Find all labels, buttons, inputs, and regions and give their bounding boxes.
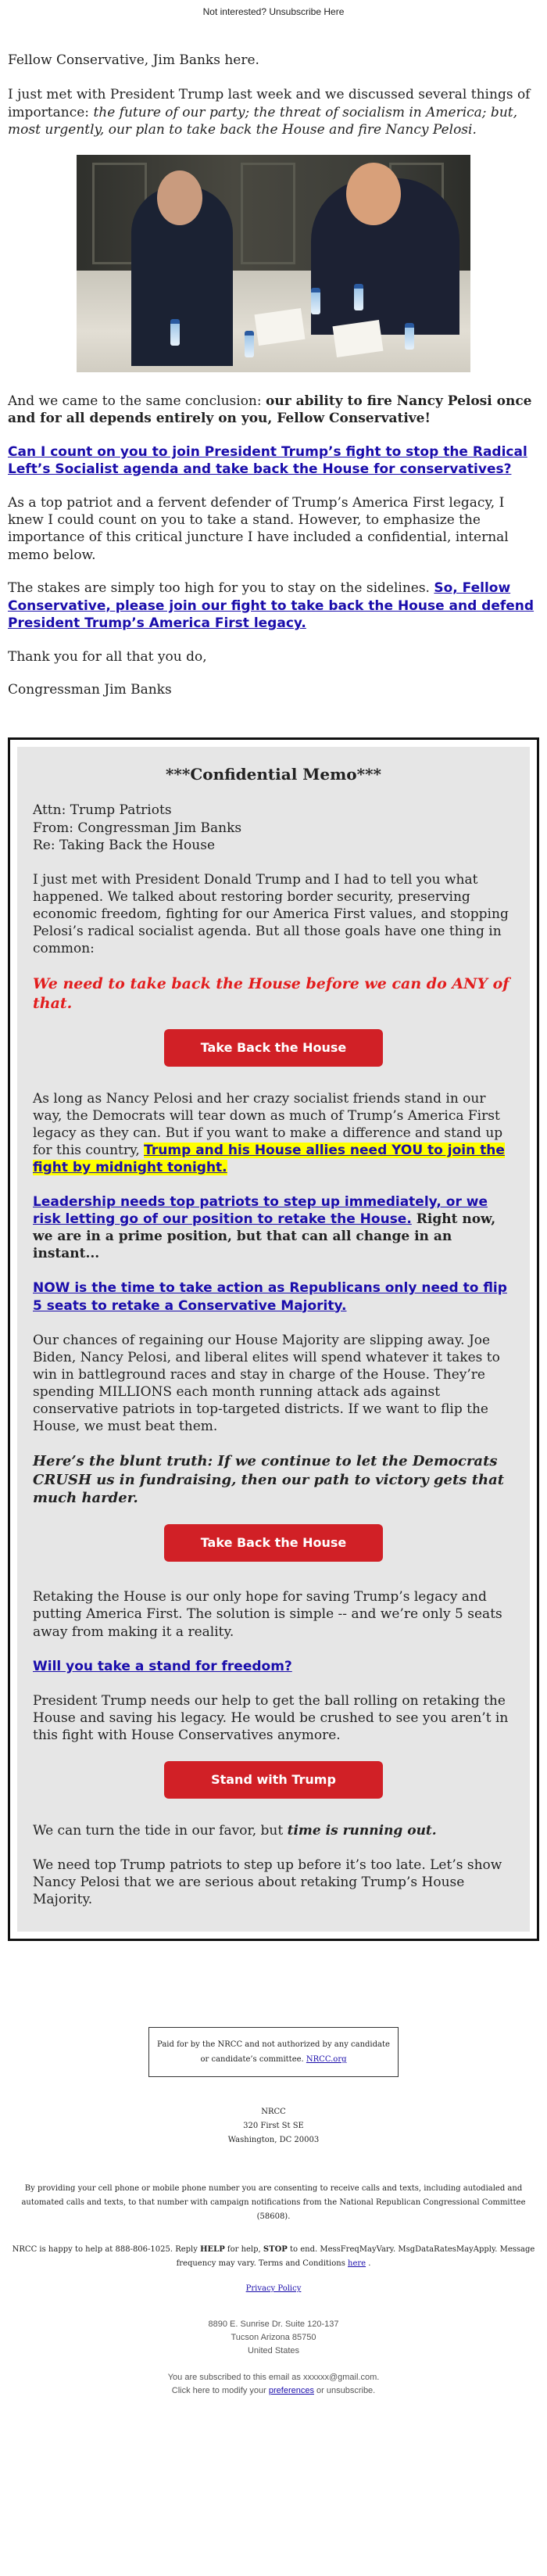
memo-from: From: Congressman Jim Banks — [33, 820, 242, 836]
unsubscribe-text: or unsubscribe. — [313, 2385, 376, 2395]
memo-paragraph-11: We need top Trump patriots to step up before it’s too late. Let’s show Nancy Pelosi that we are serious about retaking Trump’s House Majority. — [33, 1857, 502, 1908]
thanks-line: Thank you for all that you do, — [8, 648, 207, 665]
modify-text: Click here to modify your — [171, 2385, 269, 2395]
address-line-1: 8890 E. Sunrise Dr. Suite 120-137 — [208, 2319, 339, 2330]
conclusion-paragraph — [8, 393, 539, 428]
mailing-address — [0, 2318, 547, 2358]
memo-paragraph-2 — [33, 1090, 514, 1176]
join-fight-link[interactable]: Can I count on you to join President Trump’s fight to stop the Radical Left’s Socialist agenda and take back the House for conservatives? — [8, 443, 527, 478]
memo-paragraph-7: Retaking the House is our only hope for saving Trump’s legacy and putting America First. The solution is simple -- and we’re only 5 seats away from making it a reality. — [33, 1589, 502, 1640]
memo-paragraph-10 — [33, 1822, 514, 1839]
step-up-link[interactable]: Leadership needs top patriots to step up immediately, or we risk letting go of our position to retake the House. — [33, 1194, 488, 1228]
address-line-2: Tucson Arizona 85750 — [231, 2333, 316, 2343]
take-back-house-button-1[interactable]: Take Back the House — [164, 1029, 383, 1067]
memo-paragraph-3 — [33, 1193, 514, 1262]
defend-legacy-link[interactable]: So, Fellow Conservative, please join our fight to take back the House and defend President Trump’s America First legacy. — [8, 580, 534, 632]
help-text-2: for help, — [224, 2245, 263, 2255]
stand-with-trump-button[interactable]: Stand with Trump — [164, 1761, 383, 1799]
address-line-3: United States — [247, 2346, 300, 2356]
blunt-truth-text: Here’s the blunt truth: If we continue to let the Democrats CRUSH us in fundraising, then our path to victory gets that much harder. — [33, 1453, 505, 1506]
memo-attn: Attn: Trump Patriots — [33, 802, 172, 819]
signature: Congressman Jim Banks — [8, 682, 172, 698]
help-text-4: . — [366, 2259, 371, 2269]
intro-paragraph — [8, 86, 539, 138]
letter-body — [0, 52, 547, 698]
memo-title: ***Confidential Memo*** — [165, 765, 382, 784]
memo-re: Re: Taking Back the House — [33, 837, 216, 853]
meeting-photo — [77, 155, 470, 372]
footer-org: NRCC — [261, 2108, 286, 2117]
memo-paragraph-5: Our chances of regaining our House Majority are slipping away. Joe Biden, Nancy Pelosi, and liberal elites will spend whatever it takes to win in battleground races and stay in charge of the House. They’re spending MILLIONS each month running attack ads against conservative patriots in top-targeted districts. If we want to flip the House, we must beat them. — [33, 1332, 500, 1435]
footer — [0, 2105, 547, 2397]
privacy-policy-link[interactable]: Privacy Policy — [245, 2284, 302, 2294]
tide-text: We can turn the tide in our favor, but — [33, 1822, 288, 1839]
help-keyword: HELP — [200, 2245, 225, 2255]
confidential-memo — [8, 737, 539, 1941]
paid-for-disclaimer — [148, 2027, 399, 2077]
intro-italic-text: the future of our party; the threat of socialism in America; but, most urgently, our plan to take back the House and fire Nancy Pelosi. — [8, 104, 518, 138]
memo-paragraph-2-text: As long as Nancy Pelosi and her crazy socialist friends stand in our way, the Democrats will tear down as much of Trump’s America First legacy as they can. But if you want to make a difference and stand up for this country, — [33, 1090, 503, 1158]
footer-city: Washington, DC 20003 — [227, 2136, 320, 2145]
memo-paragraph-9: President Trump needs our help to get the ball rolling on retaking the House and saving his legacy. He would be crushed to see you aren’t in this fight with House Conservatives anymore. — [33, 1692, 509, 1743]
preferences-link[interactable]: preferences — [268, 2385, 314, 2395]
sms-consent-text: By providing your cell phone or mobile phone number you are consenting to receive calls and texts, including autodialed and automated calls and texts, to that number with campaign notifications from the National Republican Congressional Committee (58608). — [21, 2184, 526, 2222]
join-by-midnight-link[interactable]: Trump and his House allies need YOU to join the fight by midnight tonight. — [33, 1142, 505, 1175]
nrcc-link[interactable]: NRCC.org — [306, 2055, 347, 2065]
time-running-out-text: time is running out. — [287, 1822, 437, 1839]
help-text-1: NRCC is happy to help at 888-806-1025. Reply — [12, 2245, 201, 2255]
memo-paragraph-1: I just met with President Donald Trump and I had to tell you what happened. We talked about restoring border security, preserving economic freedom, fighting for our America First values, and stopping Pelosi’s radical socialist agenda. But all those goals have one thing in common: — [33, 871, 509, 957]
conclusion-bold-text: our ability to fire Nancy Pelosi once and for all depends entirely on you, Fellow Conservative! — [8, 393, 532, 427]
stakes-paragraph — [8, 579, 539, 632]
subscription-info — [0, 2371, 547, 2398]
sms-help-text — [0, 2243, 547, 2271]
unsubscribe-bar — [0, 0, 547, 22]
flip-seats-link[interactable]: NOW is the time to take action as Republicans only need to flip 5 seats to retake a Conservative Majority. — [33, 1280, 507, 1314]
footer-street: 320 First St SE — [243, 2122, 304, 2131]
memo-red-emphasis: We need to take back the House before we can do ANY of that. — [33, 975, 509, 1012]
prime-position-text: Right now, we are in a prime position, but that can all change in an instant... — [33, 1211, 496, 1262]
stakes-text: The stakes are simply too high for you to stay on the sidelines. — [8, 580, 434, 597]
stop-keyword: STOP — [263, 2245, 288, 2255]
intro-text: I just met with President Trump last week and we discussed several things of importance: — [8, 87, 531, 120]
stand-for-freedom-link[interactable]: Will you take a stand for freedom? — [33, 1658, 292, 1674]
salutation: Fellow Conservative, Jim Banks here. — [8, 52, 259, 68]
conclusion-text: And we came to the same conclusion: — [8, 393, 266, 409]
paid-for-text: Paid for by the NRCC and not authorized by any candidate or candidate’s committee. — [157, 2040, 390, 2065]
help-text-3: to end. MessFreqMayVary. MsgDataRatesMayApply. Message frequency may vary. Terms and Conditions — [176, 2245, 535, 2269]
unsubscribe-link[interactable]: Not interested? Unsubscribe Here — [202, 6, 345, 17]
terms-here-link[interactable]: here — [348, 2259, 366, 2269]
take-back-house-button-2[interactable]: Take Back the House — [164, 1524, 383, 1562]
subscribed-email-text: You are subscribed to this email as xxxxxx@gmail.com. — [167, 2372, 380, 2382]
memo-intro-paragraph: As a top patriot and a fervent defender of Trump’s America First legacy, I knew I could count on you to take a stand. However, to emphasize the importance of this critical juncture I have included a confidential, internal memo below. — [8, 494, 509, 563]
